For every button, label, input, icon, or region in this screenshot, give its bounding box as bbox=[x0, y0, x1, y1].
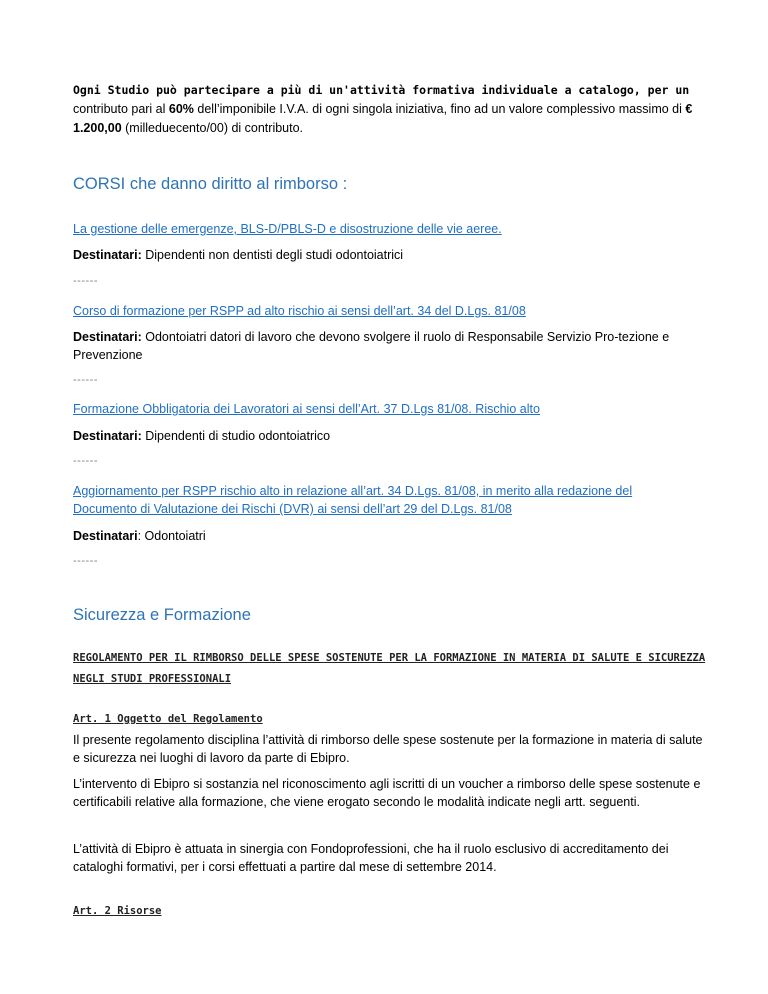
recipients-value: Dipendenti di studio odontoiatrico bbox=[141, 429, 331, 443]
course-link-workers-training[interactable]: Formazione Obbligatoria dei Lavoratori ai sensi dell’Art. 37 D.Lgs 81/08. Rischio alto bbox=[73, 402, 540, 416]
article-1-paragraph: L’intervento di Ebipro si sostanzia nel riconoscimento agli iscritti di un voucher a rimborso delle spese sostenute e certificabili relative alla formazione, che viene erogato secondo le modalità indicate negli artt. seguenti. bbox=[73, 777, 701, 809]
separator: ------ bbox=[73, 455, 98, 467]
recipients-label: Destinatari: bbox=[73, 248, 142, 262]
article-1-title: Art. 1 Oggetto del Regolamento bbox=[73, 713, 263, 725]
separator: ------ bbox=[73, 555, 98, 567]
course-link-emergency[interactable]: La gestione delle emergenze, BLS-D/PBLS-D e disostruzione delle vie aeree. bbox=[73, 222, 502, 236]
recipients-label: Destinatari: bbox=[73, 330, 142, 344]
intro-text: (milleduecento/00) di contributo. bbox=[121, 121, 304, 135]
safety-heading: Sicurezza e Formazione bbox=[73, 606, 251, 624]
intro-text: dell’imponibile I.V.A. di ogni singola iniziativa, fino ad un valore complessivo massimo di bbox=[193, 102, 686, 116]
recipients-value: : Odontoiatri bbox=[137, 529, 206, 543]
separator: ------ bbox=[73, 374, 98, 386]
courses-heading: CORSI che danno diritto al rimborso : bbox=[73, 175, 348, 193]
course-recipients bbox=[73, 328, 703, 364]
intro-amount: € 1.200,00 bbox=[73, 102, 693, 135]
course-recipients bbox=[73, 246, 703, 264]
article-2-title: Art. 2 Risorse bbox=[73, 905, 162, 917]
course-link-rspp-update[interactable]: Aggiornamento per RSPP rischio alto in relazione all’art. 34 D.Lgs. 81/08, in merito alla redazione del Documento di Valutazione dei Rischi (DVR) ai sensi dell’art 29 del D.Lgs. 81/08 bbox=[73, 484, 633, 516]
article-1-paragraph: Il presente regolamento disciplina l’attività di rimborso delle spese sostenute per la formazione in materia di salute e sicurezza nei luoghi di lavoro da parte di Ebipro. bbox=[73, 733, 703, 765]
course-recipients bbox=[73, 527, 703, 545]
article-1-paragraph: L’attività di Ebipro è attuata in sinergia con Fondoprofessioni, che ha il ruolo esclusivo di accreditamento dei cataloghi formativi, per i corsi effettuati a partire dal mese di settembre 2014. bbox=[73, 842, 669, 874]
intro-bold-text: Ogni Studio può partecipare a più di un'attività formativa individuale a catalogo, per un bbox=[73, 83, 690, 97]
intro-paragraph bbox=[73, 81, 703, 138]
recipients-value: Dipendenti non dentisti degli studi odontoiatrici bbox=[141, 248, 404, 262]
course-recipients bbox=[73, 427, 703, 445]
course-link-rspp[interactable]: Corso di formazione per RSPP ad alto rischio ai sensi dell’art. 34 del D.Lgs. 81/08 bbox=[73, 304, 526, 318]
intro-text: contributo pari al bbox=[73, 102, 169, 116]
recipients-value: Odontoiatri datori di lavoro che devono svolgere il ruolo di Responsabile Servizio Pro-tezione e Prevenzione bbox=[73, 330, 670, 362]
regulation-title: REGOLAMENTO PER IL RIMBORSO DELLE SPESE SOSTENUTE PER LA FORMAZIONE IN MATERIA DI SALUTE E SICUREZZA NEGLI STUDI PROFESSIONALI bbox=[73, 652, 706, 685]
separator: ------ bbox=[73, 275, 98, 287]
recipients-label: Destinatari: bbox=[73, 429, 142, 443]
intro-percent: 60% bbox=[168, 102, 194, 116]
recipients-label: Destinatari bbox=[73, 529, 138, 543]
